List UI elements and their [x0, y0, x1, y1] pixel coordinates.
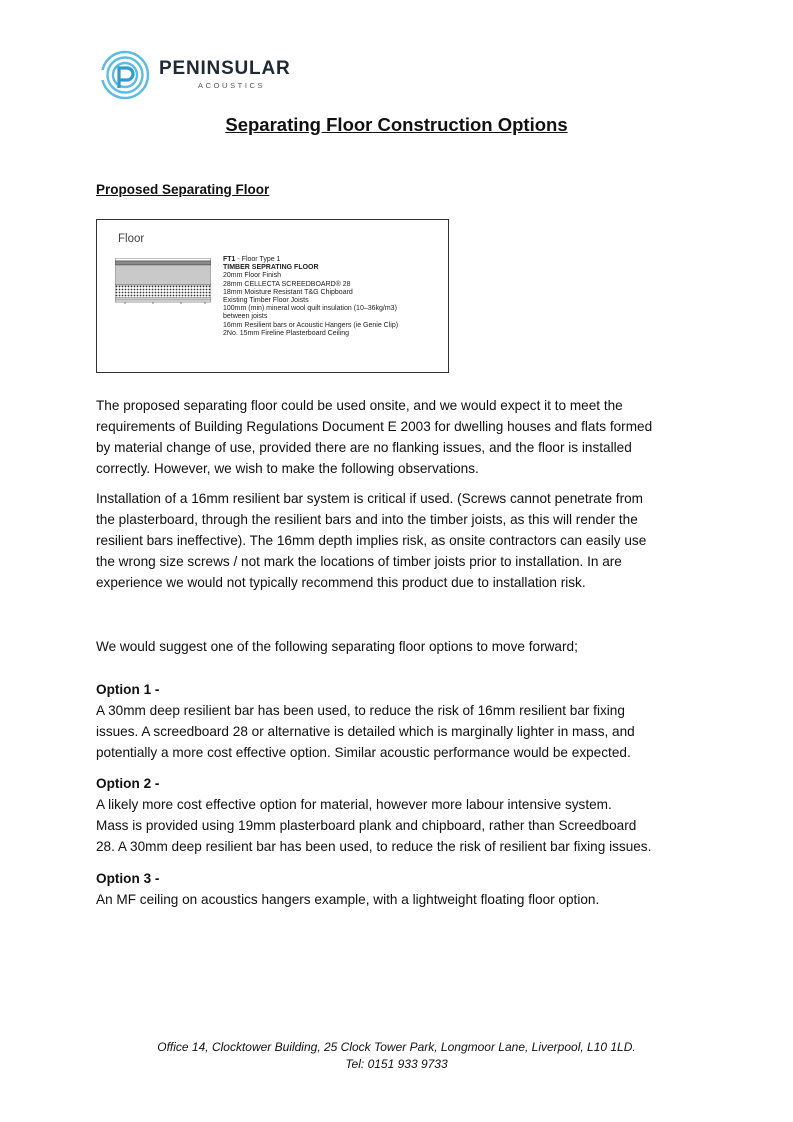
peninsular-logo-icon [100, 50, 150, 100]
spec-code: FT1 [223, 256, 236, 263]
option-line: 28. A 30mm deep resilient bar has been used, to reduce the risk of resilient bar fixing issues. [96, 839, 652, 854]
suggestion-text [96, 636, 706, 657]
spec-line: TIMBER SEPRATING FLOOR [223, 264, 319, 272]
option-line: A 30mm deep resilient bar has been used, to reduce the risk of 16mm resilient bar fixing [96, 703, 625, 718]
spec-line: 2No. 15mm Fireline Plasterboard Ceiling [223, 329, 350, 337]
spec-line: 16mm Resilient bars or Acoustic Hangers (ie Genie Clip) [223, 321, 399, 329]
option-line: Mass is provided using 19mm plasterboard plank and chipboard, rather than Screedboard [96, 818, 637, 833]
paragraph-line: by material change of use, provided there are no flanking issues, and the floor is installed [96, 440, 632, 455]
paragraph-line: the plasterboard, through the resilient bars and into the timber joists, as this will render the [96, 512, 638, 527]
logo-name: PENINSULAR [159, 58, 291, 79]
spec-code-suffix: - Floor Type 1 [235, 256, 281, 263]
option-3 [96, 868, 706, 910]
company-logo [100, 50, 330, 102]
option-heading: Option 2 - [96, 776, 160, 791]
spec-code-line [223, 256, 398, 264]
spec-line: between joists [223, 313, 268, 321]
spec-line: 20mm Floor Finish [223, 272, 281, 280]
footer [0, 1039, 793, 1073]
footer-telephone: Tel: 0151 933 9733 [345, 1057, 448, 1071]
spec-line: Existing Timber Floor Joists [223, 297, 309, 305]
figure-label: Floor [118, 233, 145, 245]
floor-construction-figure [96, 219, 449, 373]
option-heading: Option 3 - [96, 871, 160, 886]
option-2 [96, 773, 706, 857]
option-line: potentially a more cost effective option. Similar acoustic performance would be expected. [96, 745, 631, 760]
option-line: issues. A screedboard 28 or alternative is detailed which is marginally lighter in mass, and [96, 724, 635, 739]
paragraph-line: Installation of a 16mm resilient bar system is critical if used. (Screws cannot penetrate from [96, 491, 643, 506]
paragraph-line: correctly. However, we wish to make the following observations. [96, 461, 479, 476]
proposed-floor-heading: Proposed Separating Floor [96, 182, 270, 197]
floor-section-drawing [115, 258, 211, 308]
paragraph-compliance [96, 395, 706, 479]
paragraph-line: the wrong size screws / not mark the locations of timber joists prior to installation. In are [96, 554, 622, 569]
spec-line: 18mm Moisture Resistant T&G Chipboard [223, 288, 353, 296]
option-line: An MF ceiling on acoustics hangers example, with a lightweight floating floor option. [96, 892, 600, 907]
page-title: Separating Floor Construction Options [225, 114, 568, 135]
paragraph-line: requirements of Building Regulations Document E 2003 for dwelling houses and flats formed [96, 419, 653, 434]
option-1 [96, 679, 706, 763]
footer-address: Office 14, Clocktower Building, 25 Clock Tower Park, Longmoor Lane, Liverpool, L10 1LD. [157, 1040, 636, 1054]
paragraph-line: We would suggest one of the following separating floor options to move forward; [96, 639, 578, 654]
spec-line: 100mm (min) mineral wool quilt insulation (10–36kg/m3) [223, 305, 397, 313]
spec-line: 28mm CELLECTA SCREEDBOARD® 28 [223, 280, 351, 288]
paragraph-resilient-bar [96, 488, 706, 593]
floor-spec-text [223, 256, 398, 338]
option-heading: Option 1 - [96, 682, 160, 697]
option-line: A likely more cost effective option for material, however more labour intensive system. [96, 797, 612, 812]
logo-subtitle: ACOUSTICS [198, 81, 266, 90]
paragraph-line: The proposed separating floor could be used onsite, and we would expect it to meet the [96, 398, 623, 413]
paragraph-line: resilient bars ineffective). The 16mm depth implies risk, as onsite contractors can easily use [96, 533, 647, 548]
paragraph-line: experience we would not typically recommend this product due to installation risk. [96, 575, 586, 590]
